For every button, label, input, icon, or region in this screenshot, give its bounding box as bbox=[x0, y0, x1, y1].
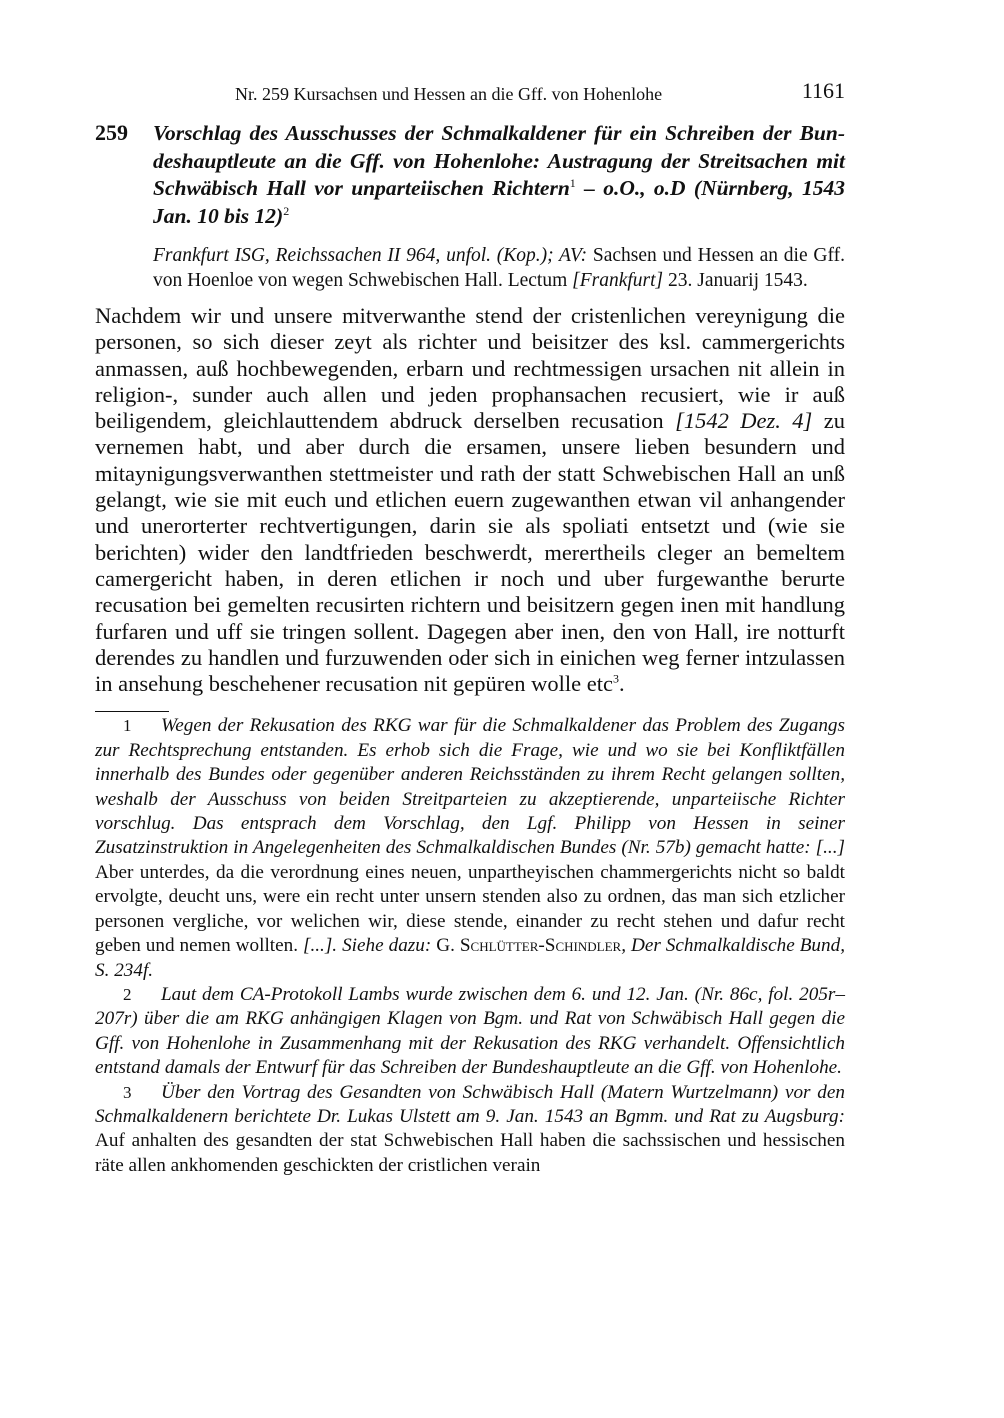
document-title-date: – o.O., o.D (Nürnberg, 1543 Jan. 10 bis 12) bbox=[153, 176, 845, 228]
main-text-editorial-date: [1542 Dez. 4] bbox=[675, 408, 813, 434]
footnote-mark: 3 bbox=[123, 1082, 132, 1102]
footnote-ref-2: 2 bbox=[283, 203, 290, 218]
footnote-commentary: Laut dem CA-Protokoll Lambs wurde zwischen dem 6. und 12. Jan. (Nr. 86c, fol. 205r–207r) über die am RKG anhängigen Klagen von Bgm. und Rat von Schwäbisch Hall gegen die Gff. von Hohenlohe in Zusammenhang mit der Rekusation des RKG verhandelt. Offensichtlich entstand damals der Entwurf für das Schreiben der Bundeshauptleute an die Gff. von Hohenlohe. bbox=[95, 983, 845, 1079]
footnote-quote: Aber unterdes, da die verordnung eines neuen, unpartheyischen chammergerichts nicht so baldt ervolgte, deucht uns, were ein recht unter unsern stenden also zu ordnen, das man sich etzlicher personen vergliche, vor welichen wir, diese stende, einander zu recht stehen und dafur recht geben und nemen wollten. bbox=[95, 861, 845, 957]
footnote-reference-title: , Der Schmalkaldische Bund, S. 234f. bbox=[95, 935, 846, 981]
page-number: 1161 bbox=[801, 78, 845, 103]
main-text-part2: zu vernemen habt, und aber durch die ersamen, unsere lieben besundern und mitaynigungsverwanthen stettmeister und rath der statt Schwebischen Hall an unß gelangt, wie sie mit euch und etlichen euern zugewanthen etwan vil anhangender und unerorterter rechtvertigungen, darin sie als spoliati entsetzt und (wie sie berichten) wider den landtfrieden beschwerdt, merertheils cleger an bemeltem camergericht haben, in deren etlichen ir noch und uber furgewanthe berurte recusation bei gemelten recusirten richtern und beisitzern gegen inen mit handlung furfaren und uff sie tringen sollent. Dagegen aber inen, den von Hall, ire notturft derendes zu handlen und furzuwenden oder sich in einichen weg ferner intzulassen in ansehung beschehener recusation nit gepüren wolle etc bbox=[95, 408, 845, 697]
main-text-part1: Nachdem wir und unsere mitverwanthe stend der cristenlichen vereynigung die personen, so sich dieser zeyt als richter und beisitzer des ksl. cammergerichts anmassen, auß hochbewegenden, erbarn und rechtmessigen ursachen nit allein in religion-, sunder auch allen und jeden prophansachen recusiert, wie ir auß beiligendem, gleichlauttendem abdruck derselben recusation bbox=[95, 303, 845, 434]
source-note bbox=[153, 244, 845, 293]
footnote-quote: Auf anhalten des gesandten der stat Schwebischen Hall haben die sachssischen und hessischen räte allen ankhomenden geschickten der cristlichen verain bbox=[95, 1130, 845, 1176]
main-text bbox=[95, 303, 845, 697]
footnote-3 bbox=[95, 1081, 845, 1179]
running-head bbox=[95, 76, 845, 110]
footnote-divider bbox=[95, 711, 169, 712]
source-place: [Frankfurt] bbox=[572, 269, 664, 291]
document-title-text: Vorschlag des Ausschusses der Schmalkaldener für ein Schreiben der Bundeshauptleute an die Gff. von Hohenlohe: Austragung der Streitsachen mit Schwäbisch Hall vor unparteiischen Richtern bbox=[153, 121, 845, 200]
footnote-mark: 2 bbox=[123, 984, 132, 1004]
footnote-ref-3: 3 bbox=[612, 671, 619, 686]
source-date: 23. Januarij 1543. bbox=[663, 269, 808, 291]
main-text-end: . bbox=[618, 671, 625, 697]
footnote-author-name: Schlütter-Schindler bbox=[459, 935, 622, 957]
footnote-ref-1: 1 bbox=[569, 175, 576, 190]
page bbox=[95, 76, 845, 1178]
source-archive: Frankfurt ISG, Reichssachen II 964, unfol. (Kop.); AV: bbox=[153, 245, 588, 266]
document-heading bbox=[95, 120, 845, 293]
running-head-title: Nr. 259 Kursachsen und Hessen an die Gff. von Hohenlohe bbox=[235, 84, 663, 104]
footnote-commentary: Wegen der Rekusation des RKG war für die Schmalkaldener das Problem des Zugangs zur Rechtsprechung entstanden. Es erhob sich die Frage, wie und wo sie bei Konfliktfällen innerhalb des Bundes oder gegenüber anderen Reichsständen zu ihrem Recht gelangen sollten, weshalb der Ausschuss von beiden Streitparteien zu akzeptierende, unparteiische Richter vorschlug. Das entsprach dem Vorschlag, den Lgf. Philipp von Hessen in seiner Zusatzinstruktion in Angelegenheiten des Schmalkaldischen Bundes (Nr. 57b) gemacht hatte: [...] bbox=[95, 715, 845, 859]
footnote-2 bbox=[95, 983, 845, 1081]
footnote-mark: 1 bbox=[123, 716, 132, 736]
source-endorsement: Sachsen und Hessen an die Gff. von Hoenloe von wegen Schwebischen Hall. Lectum bbox=[153, 245, 845, 291]
document-number: 259 bbox=[95, 120, 128, 145]
footnote-commentary: Über den Vortrag des Gesandten von Schwäbisch Hall (Matern Wurtzelmann) vor den Schmalkaldenern berichtete Dr. Lukas Ulstett am 9. Jan. 1543 an Bgmm. und Rat zu Augsburg: bbox=[95, 1081, 845, 1127]
document-title bbox=[153, 120, 845, 230]
footnote-1 bbox=[95, 714, 845, 982]
footnote-author-initial: G. bbox=[431, 935, 460, 957]
footnote-commentary: [...]. Siehe dazu: bbox=[302, 935, 432, 957]
